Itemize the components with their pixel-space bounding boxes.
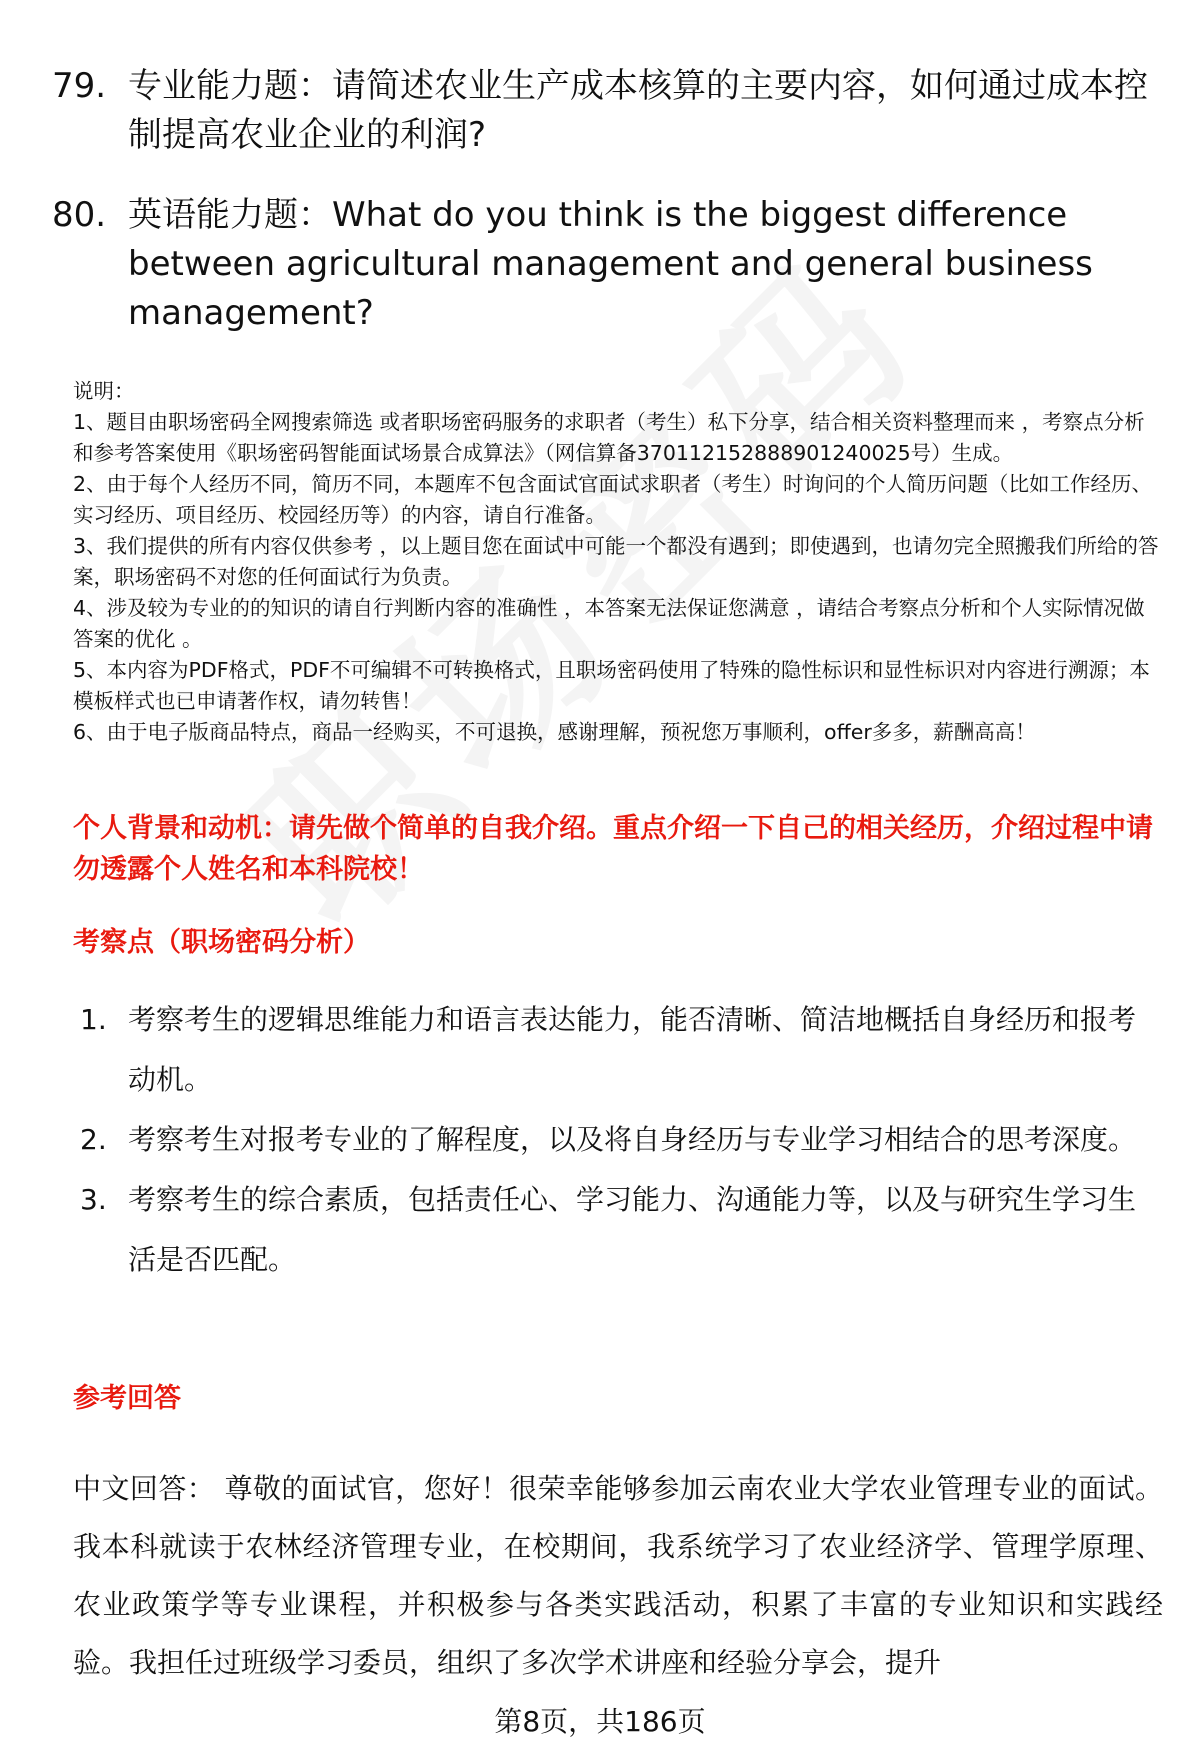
list-item [80,1110,1160,1170]
page-footer: 第8页，共186页 [494,1705,706,1738]
question-number: 79. [52,66,107,106]
list-number: 3. [80,1183,107,1216]
list-text: 考察考生的综合素质，包括责任心、学习能力、沟通能力等，以及与研究生学习生活是否匹配。 [128,1183,1137,1276]
note-item: 4、涉及较为专业的的知识的请自行判断内容的准确性 ，本答案无法保证您满意 ，请结合考察点分析和个人实际情况做答案的优化 。 [73,596,1145,651]
list-item [80,1170,1160,1290]
answer-text: 中文回答： 尊敬的面试官，您好！很荣幸能够参加云南农业大学农业管理专业的面试。我本科就读于农林经济管理专业，在校期间，我系统学习了农业经济学、管理学原理、农业政策学等专业课程，并积极参与各类实践活动，积累了丰富的专业知识和实践经验。我担任过班级学习委员，组织了多次学术讲座和经验分享会，提升 [73,1472,1163,1679]
list-text: 考察考生对报考专业的了解程度，以及将自身经历与专业学习相结合的思考深度。 [128,1123,1137,1156]
analysis-list [80,990,1160,1290]
question-80 [52,191,1152,338]
notes [73,376,1163,748]
question-text: 英语能力题：What do you think is the biggest difference between agricultural management and general business management? [128,195,1093,333]
note-item: 5、本内容为PDF格式，PDF不可编辑不可转换格式，且职场密码使用了特殊的隐性标识和显性标识对内容进行溯源；本模板样式也已申请著作权，请勿转售！ [73,658,1150,713]
section-question: 个人背景和动机：请先做个简单的自我介绍。重点介绍一下自己的相关经历，介绍过程中请勿透露个人姓名和本科院校！ [73,813,1153,885]
list-text: 考察考生的逻辑思维能力和语言表达能力，能否清晰、简洁地概括自身经历和报考动机。 [128,1003,1137,1096]
note-item: 6、由于电子版商品特点，商品一经购买，不可退换，感谢理解，预祝您万事顺利，offer多多，薪酬高高！ [73,720,1036,744]
list-number: 1. [80,1003,107,1036]
note-item: 1、题目由职场密码全网搜索筛选 或者职场密码服务的求职者（考生）私下分享，结合相关资料整理而来 ，考察点分析和参考答案使用《职场密码智能面试场景合成算法》（网信算备370112152888901240025号）生成。 [73,410,1145,465]
analysis-heading: 考察点（职场密码分析） [73,927,370,958]
question-text: 专业能力题：请简述农业生产成本核算的主要内容，如何通过成本控制提高农业企业的利润? [128,66,1148,155]
answer-heading: 参考回答 [73,1383,181,1414]
notes-title: 说明： [73,379,135,403]
list-item [80,990,1160,1110]
note-item: 3、我们提供的所有内容仅供参考 ，以上题目您在面试中可能一个都没有遇到；即使遇到，也请勿完全照搬我们所给的答案，职场密码不对您的任何面试行为负责。 [73,534,1159,589]
note-item: 2、由于每个人经历不同，简历不同，本题库不包含面试官面试求职者（考生）时询问的个人简历问题（比如工作经历、实习经历、项目经历、校园经历等）的内容，请自行准备。 [73,472,1153,527]
question-number: 80. [52,195,107,235]
list-number: 2. [80,1123,107,1156]
question-79 [52,62,1152,160]
